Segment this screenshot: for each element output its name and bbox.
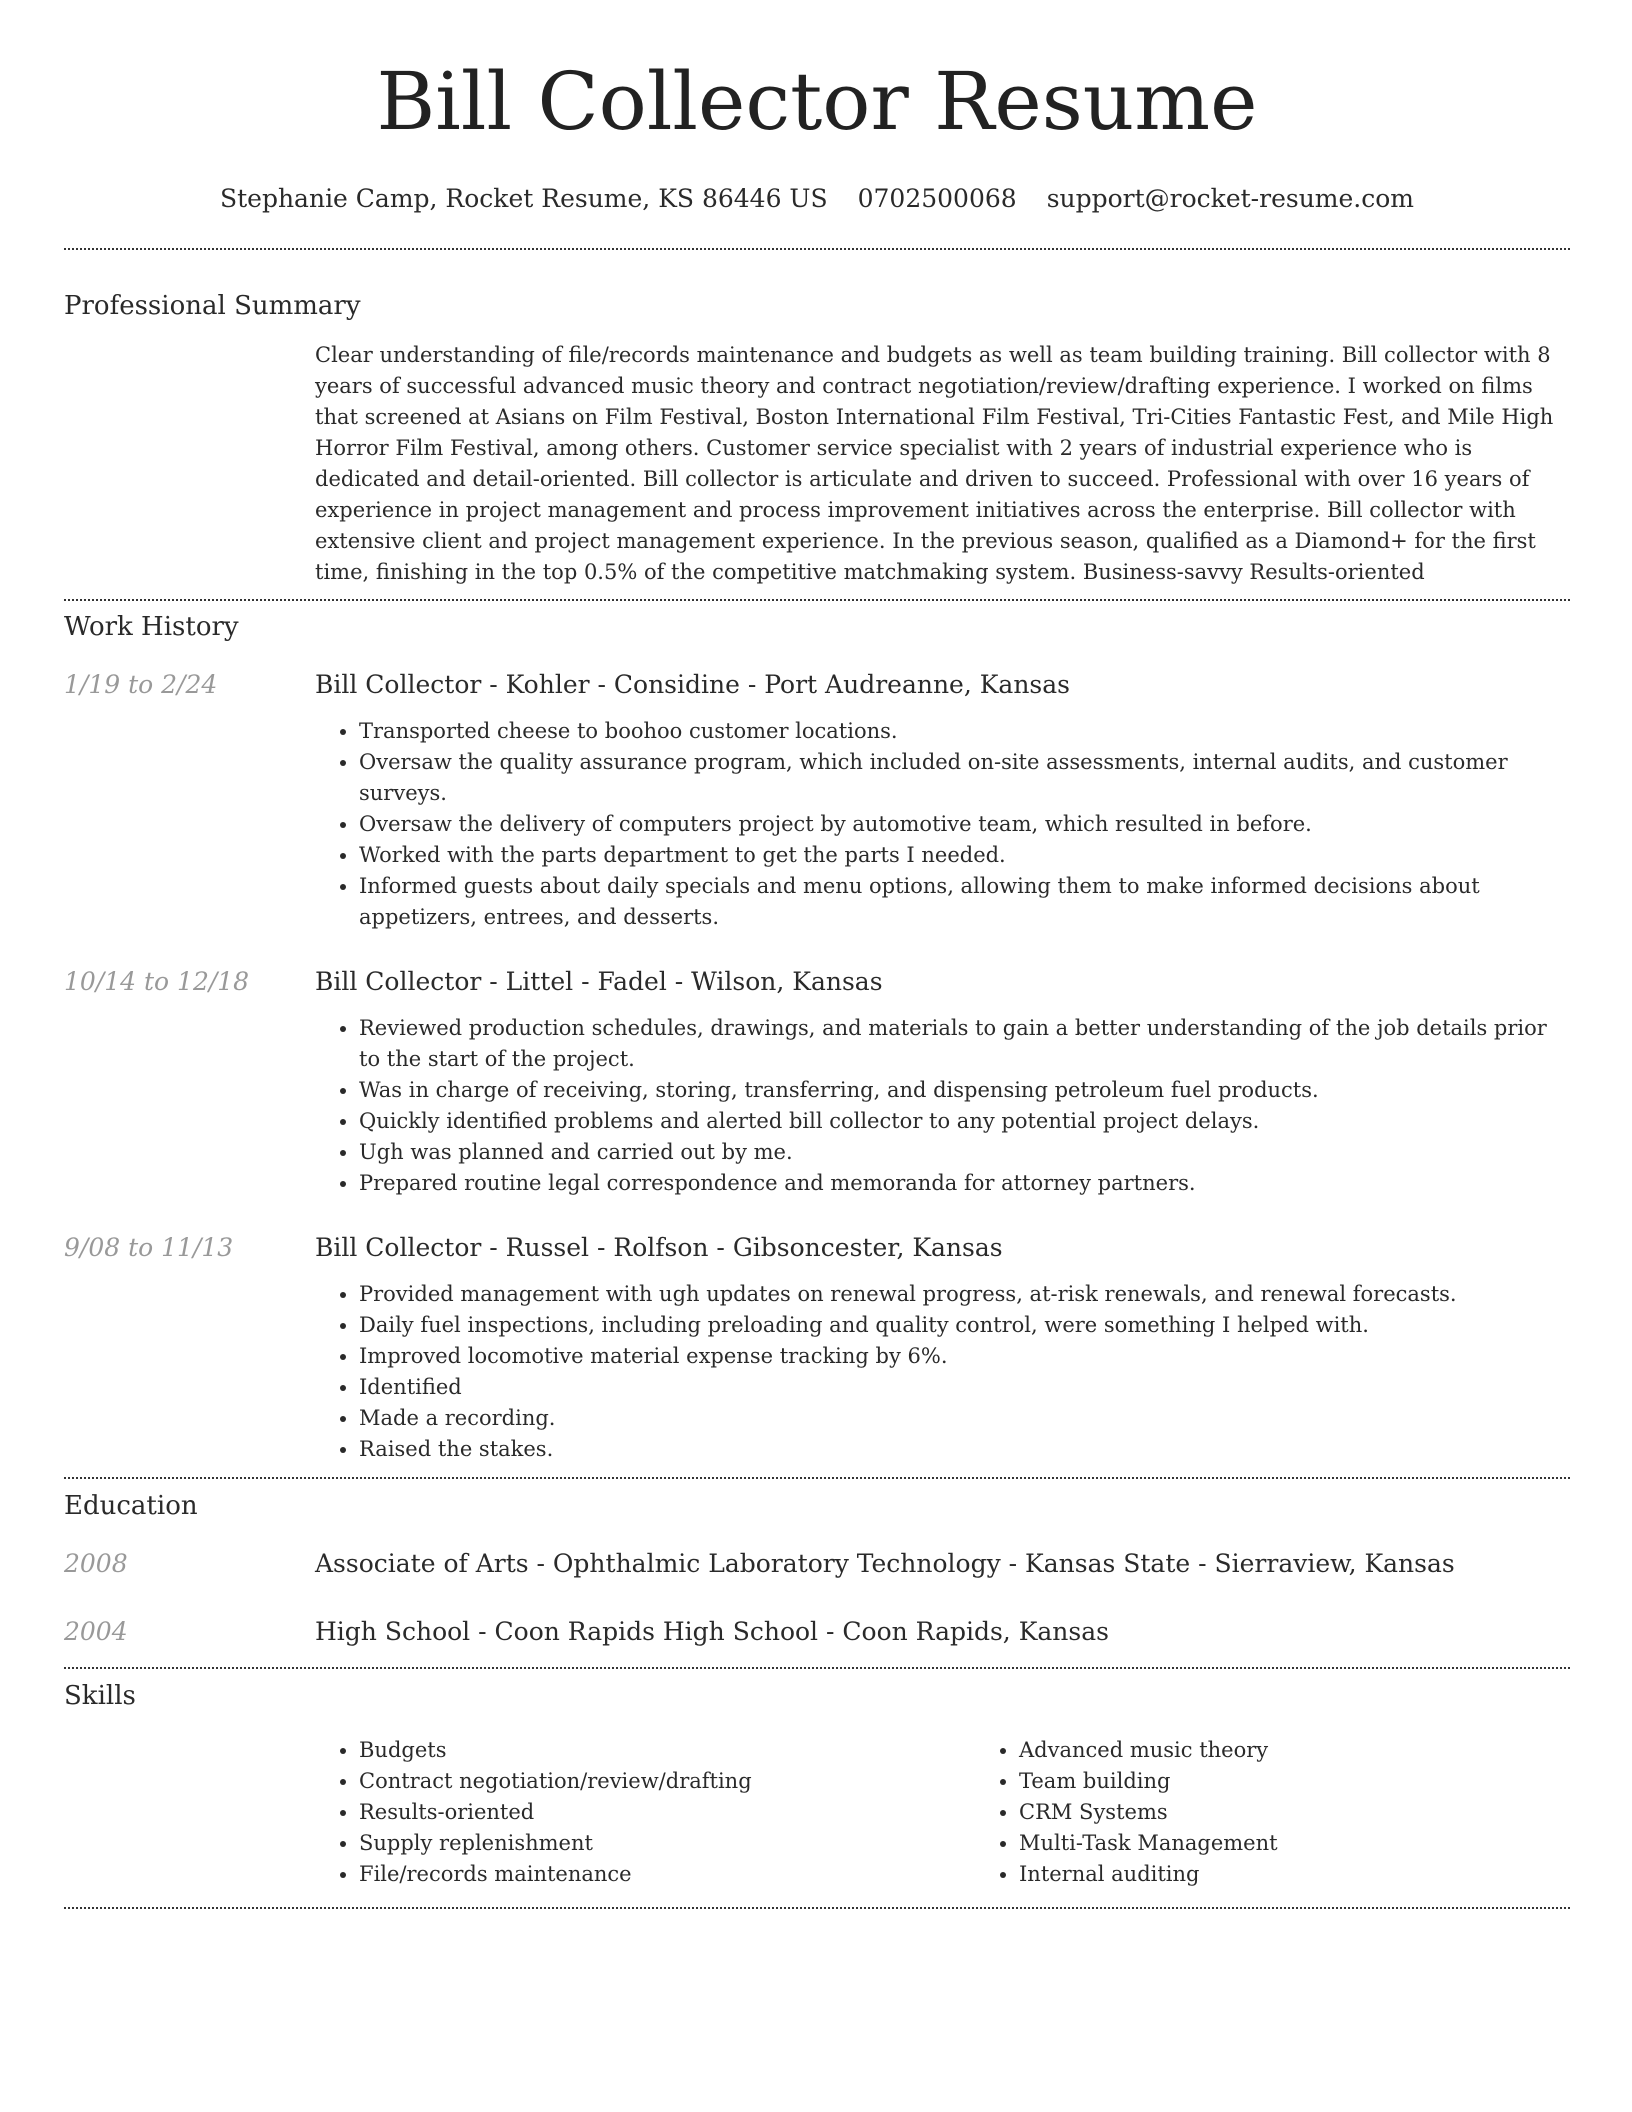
- list-item: • Raised the stakes.: [359, 1434, 1570, 1465]
- list-item: • Informed guests about daily specials and menu options, allowing them to make informed decisions about appetizers, entrees, and desserts.: [359, 871, 1570, 933]
- skill-item: • File/records maintenance: [359, 1859, 975, 1890]
- job-bullets: [315, 1279, 1570, 1465]
- list-item: • Reviewed production schedules, drawings, and materials to gain a better understanding of the job details prior to the start of the project.: [359, 1013, 1570, 1075]
- education-year: 2008: [64, 1549, 128, 1578]
- skill-item: • CRM Systems: [1019, 1797, 1632, 1828]
- divider: [64, 1667, 1570, 1669]
- education-title: High School - Coon Rapids High School - Coon Rapids, Kansas: [315, 1617, 1109, 1646]
- divider: [64, 1477, 1570, 1479]
- contact-line: [64, 182, 1570, 216]
- list-item: • Provided management with ugh updates on renewal progress, at-risk renewals, and renewal forecasts.: [359, 1279, 1570, 1310]
- work-history-heading: Work History: [64, 612, 239, 642]
- list-item: • Identified: [359, 1372, 1570, 1403]
- job-dates: 10/14 to 12/18: [64, 967, 250, 996]
- list-item: • Daily fuel inspections, including preloading and quality control, were something I helped with.: [359, 1310, 1570, 1341]
- job-title: Bill Collector - Russel - Rolfson - Gibsoncester, Kansas: [315, 1233, 1003, 1262]
- job-entry: [64, 965, 1570, 1199]
- divider: [64, 599, 1570, 601]
- education-year: 2004: [64, 1617, 128, 1646]
- list-item: • Prepared routine legal correspondence and memoranda for attorney partners.: [359, 1168, 1570, 1199]
- job-dates: 9/08 to 11/13: [64, 1233, 234, 1262]
- skill-item: • Budgets: [359, 1735, 975, 1766]
- job-bullets: [315, 716, 1570, 933]
- list-item: • Transported cheese to boohoo customer locations.: [359, 716, 1570, 747]
- list-item: • Ugh was planned and carried out by me.: [359, 1137, 1570, 1168]
- education-title: Associate of Arts - Ophthalmic Laboratory Technology - Kansas State - Sierraview, Kansas: [315, 1549, 1455, 1578]
- summary-heading: Professional Summary: [64, 291, 361, 321]
- job-bullets: [315, 1013, 1570, 1199]
- job-title: Bill Collector - Littel - Fadel - Wilson, Kansas: [315, 967, 883, 996]
- skill-item: • Internal auditing: [1019, 1859, 1632, 1890]
- divider: [64, 1907, 1570, 1909]
- list-item: • Made a recording.: [359, 1403, 1570, 1434]
- job-entry: [64, 668, 1570, 933]
- skill-item: • Contract negotiation/review/drafting: [359, 1766, 975, 1797]
- list-item: • Oversaw the delivery of computers project by automotive team, which resulted in before.: [359, 809, 1570, 840]
- list-item: • Worked with the parts department to get the parts I needed.: [359, 840, 1570, 871]
- job-entry: [64, 1231, 1570, 1465]
- list-item: • Quickly identified problems and alerted bill collector to any potential project delays.: [359, 1106, 1570, 1137]
- skill-item: • Team building: [1019, 1766, 1632, 1797]
- contact-email: support@rocket-resume.com: [1046, 184, 1414, 213]
- resume-page: [64, 0, 1570, 1909]
- education-heading: Education: [64, 1491, 198, 1521]
- contact-address: Stephanie Camp, Rocket Resume, KS 86446 US: [219, 184, 828, 213]
- skill-item: • Supply replenishment: [359, 1828, 975, 1859]
- contact-phone: 0702500068: [857, 184, 1017, 213]
- job-title: Bill Collector - Kohler - Considine - Port Audreanne, Kansas: [315, 670, 1070, 699]
- skill-item: • Multi-Task Management: [1019, 1828, 1632, 1859]
- education-entry: [64, 1547, 1570, 1581]
- divider: [64, 248, 1570, 250]
- skills-list-right: [975, 1735, 1632, 1890]
- job-dates: 1/19 to 2/24: [64, 670, 218, 699]
- skill-item: • Results-oriented: [359, 1797, 975, 1828]
- list-item: • Oversaw the quality assurance program, which included on-site assessments, internal audits, and customer surveys.: [359, 747, 1570, 809]
- summary-text: Clear understanding of file/records maintenance and budgets as well as team building training. Bill collector with 8 years of successful advanced music theory and contract negotiation/review/drafting experience. I worked on films that screened at Asians on Film Festival, Boston International Film Festival, Tri-Cities Fantastic Fest, and Mile High Horror Film Festival, among others. Customer service specialist with 2 years of industrial experience who is dedicated and detail-oriented. Bill collector is articulate and driven to succeed. Professional with over 16 years of experience in project management and process improvement initiatives across the enterprise. Bill collector with extensive client and project management experience. In the previous season, qualified as a Diamond+ for the first time, finishing in the top 0.5% of the competitive matchmaking system. Business-savvy Results-oriented: [315, 343, 1554, 584]
- education-entry: [64, 1615, 1570, 1649]
- list-item: • Was in charge of receiving, storing, transferring, and dispensing petroleum fuel products.: [359, 1075, 1570, 1106]
- skills-heading: Skills: [64, 1681, 136, 1711]
- list-item: • Improved locomotive material expense tracking by 6%.: [359, 1341, 1570, 1372]
- skill-item: • Advanced music theory: [1019, 1735, 1632, 1766]
- skills-list-left: [315, 1735, 975, 1890]
- resume-title: Bill Collector Resume: [376, 55, 1258, 148]
- skills-grid: [315, 1735, 1570, 1890]
